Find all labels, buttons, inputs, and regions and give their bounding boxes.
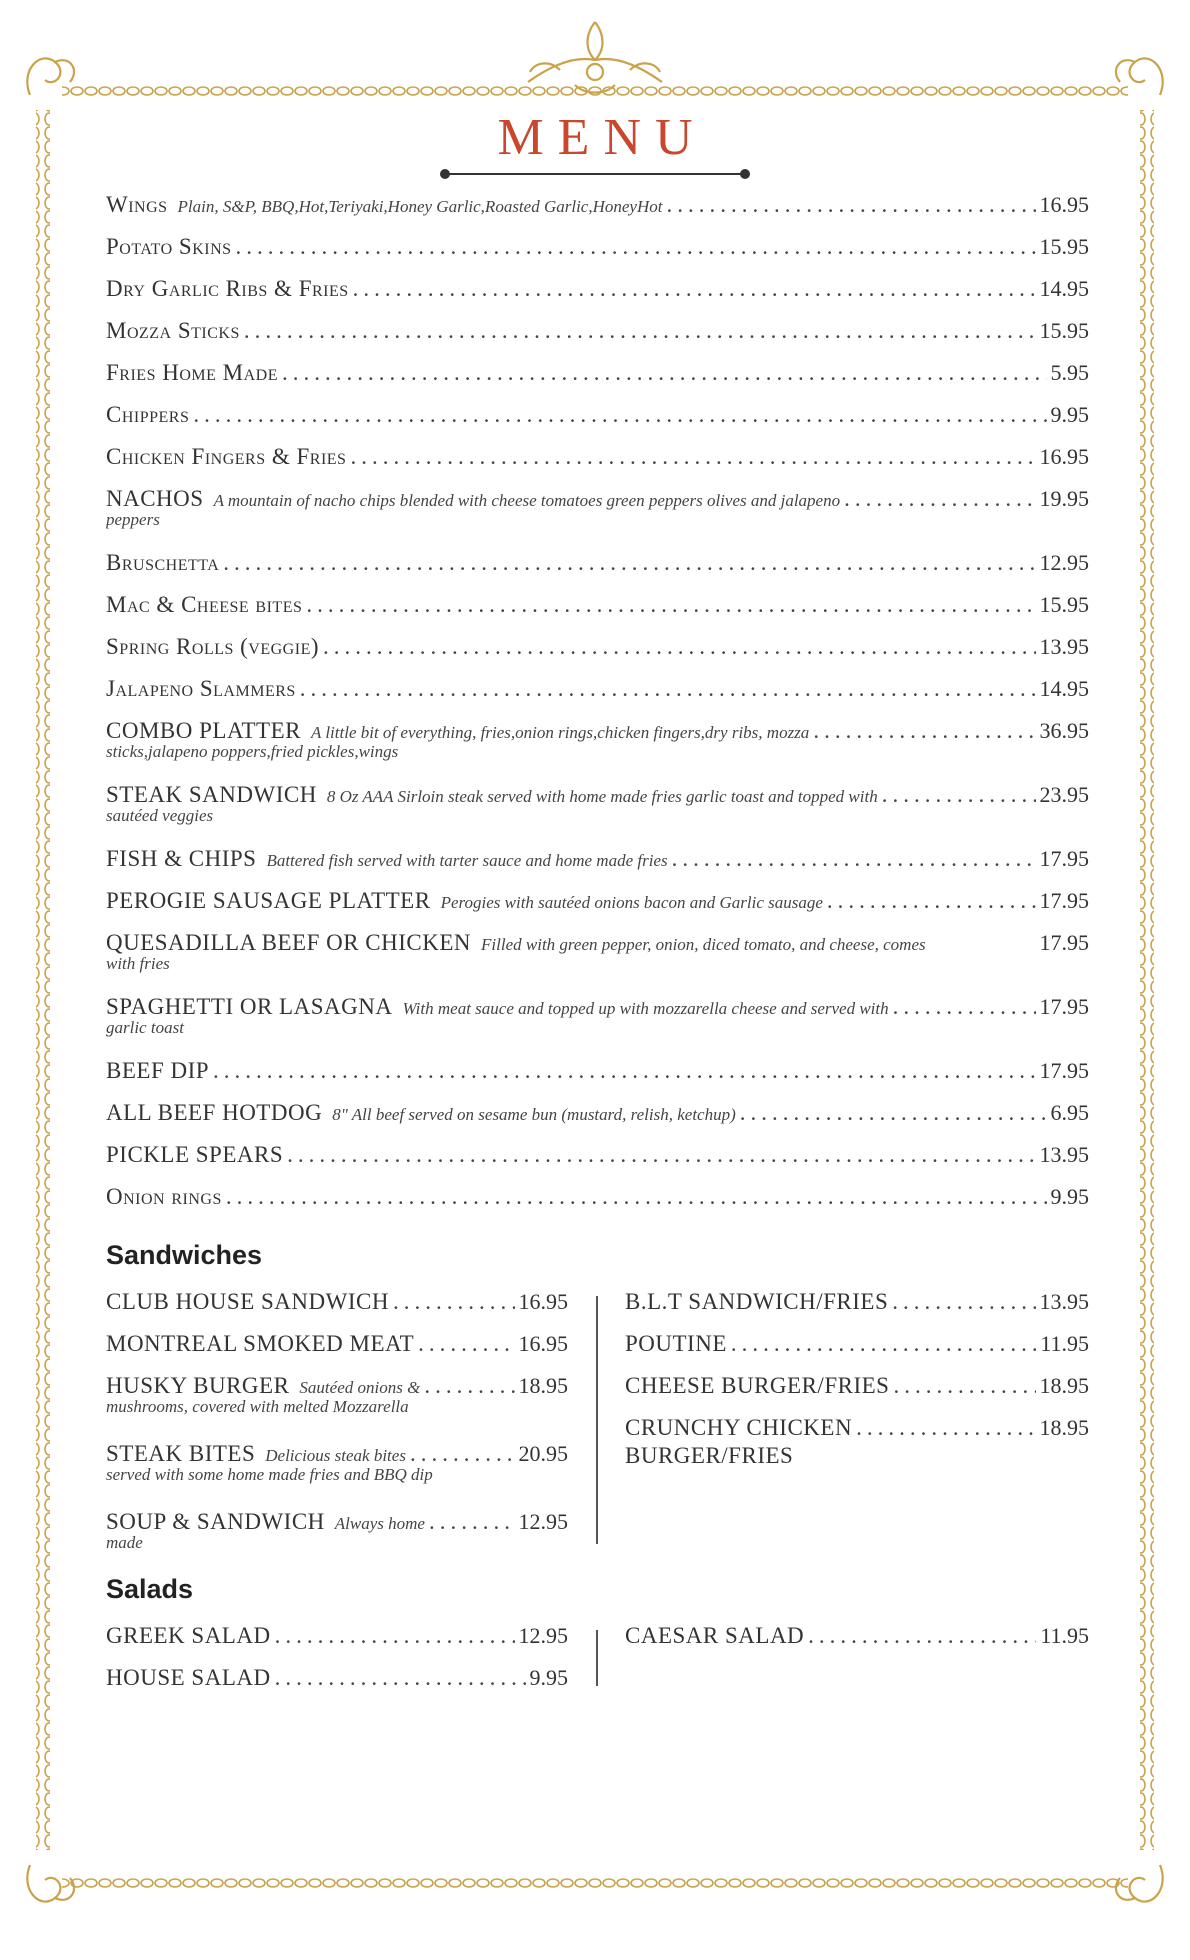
menu-item bbox=[106, 674, 1089, 716]
menu-item bbox=[625, 1329, 1089, 1371]
dot-leader bbox=[808, 1621, 1036, 1651]
menu-item-name: CRUNCHY CHICKEN bbox=[625, 1415, 853, 1440]
menu-item-line bbox=[106, 844, 1089, 876]
menu-item bbox=[625, 1287, 1089, 1329]
menu-item-description: Filled with green pepper, onion, diced tomato, and cheese, comes bbox=[481, 935, 926, 954]
menu-item-lead bbox=[106, 316, 240, 346]
menu-item-description: Sautéed onions & bbox=[299, 1378, 421, 1397]
menu-item-lead bbox=[106, 590, 302, 620]
dot-leader bbox=[893, 1371, 1035, 1401]
menu-item bbox=[625, 1413, 1089, 1477]
menu-item-price: 13.95 bbox=[1039, 634, 1089, 659]
menu-item-lead bbox=[106, 1098, 736, 1130]
menu-item-name: Bruschetta bbox=[106, 550, 220, 575]
menu-item-lead bbox=[625, 1287, 888, 1317]
dot-leader bbox=[882, 780, 1036, 810]
menu-item-body bbox=[106, 442, 1089, 472]
salads-heading: Salads bbox=[106, 1574, 194, 1604]
menu-item-line bbox=[106, 1182, 1089, 1212]
dot-leader bbox=[856, 1413, 1035, 1443]
salads-column-divider bbox=[596, 1630, 598, 1686]
menu-item-body bbox=[625, 1287, 1089, 1317]
menu-item-line bbox=[106, 992, 1089, 1024]
menu-item-line bbox=[106, 548, 1089, 578]
menu-item-line bbox=[106, 1287, 568, 1317]
menu-item-line bbox=[106, 484, 1089, 516]
menu-item-body bbox=[625, 1371, 1089, 1401]
menu-item-body bbox=[106, 1371, 568, 1417]
menu-item-body bbox=[106, 274, 1089, 304]
menu-item-line bbox=[625, 1287, 1089, 1317]
menu-item-body bbox=[106, 886, 1089, 918]
menu-item-name: HUSKY BURGER bbox=[106, 1373, 290, 1398]
dot-leader bbox=[236, 232, 1036, 262]
menu-item-lead bbox=[106, 1182, 222, 1212]
menu-item-price: 14.95 bbox=[1039, 676, 1089, 701]
menu-item-line bbox=[625, 1621, 1089, 1651]
dot-leader bbox=[731, 1329, 1036, 1359]
dot-leader bbox=[213, 1056, 1035, 1086]
menu-item bbox=[625, 1621, 1089, 1663]
menu-item-lead bbox=[106, 674, 296, 704]
menu-item bbox=[106, 484, 1089, 548]
menu-item-name: Dry Garlic Ribs & Fries bbox=[106, 276, 349, 301]
menu-item-name: STEAK BITES bbox=[106, 1441, 256, 1466]
menu-item-price: 15.95 bbox=[1039, 234, 1089, 259]
menu-item-description-continued: garlic toast bbox=[106, 1018, 184, 1037]
dot-leader bbox=[353, 274, 1036, 304]
menu-item bbox=[106, 1182, 1089, 1224]
dot-leader bbox=[893, 992, 1036, 1022]
menu-item-price: 23.95 bbox=[1039, 782, 1089, 807]
menu-item-description: Battered fish served with tarter sauce and home made fries bbox=[266, 851, 668, 870]
menu-item-lead bbox=[106, 1621, 271, 1651]
menu-item-price: 6.95 bbox=[1050, 1100, 1089, 1125]
menu-item-price: 15.95 bbox=[1039, 592, 1089, 617]
menu-item-price: 20.95 bbox=[518, 1441, 568, 1466]
menu-item-line bbox=[106, 190, 1089, 222]
menu-item-body bbox=[106, 548, 1089, 578]
menu-item-lead bbox=[106, 1663, 271, 1693]
menu-item-body bbox=[106, 400, 1089, 430]
salads-left-column bbox=[106, 1621, 568, 1705]
menu-item-price: 13.95 bbox=[1039, 1142, 1089, 1167]
menu-item-lead bbox=[106, 780, 878, 812]
menu-item-line bbox=[106, 1056, 1089, 1086]
menu-item-body bbox=[625, 1329, 1089, 1359]
menu-item-lead bbox=[625, 1621, 804, 1651]
menu-item-body bbox=[106, 190, 1089, 222]
menu-item-price: 12.95 bbox=[518, 1623, 568, 1648]
menu-item bbox=[106, 190, 1089, 232]
menu-item-name: CHEESE BURGER/FRIES bbox=[625, 1373, 890, 1398]
menu-item-name: Chicken Fingers & Fries bbox=[106, 444, 347, 469]
dot-leader bbox=[275, 1621, 515, 1651]
menu-item-name: Spring Rolls (veggie) bbox=[106, 634, 319, 659]
menu-item-lead bbox=[106, 484, 840, 516]
menu-item-price: 9.95 bbox=[529, 1665, 568, 1690]
dot-leader bbox=[323, 632, 1036, 662]
dot-leader bbox=[306, 590, 1035, 620]
menu-item-line bbox=[106, 780, 1089, 812]
dot-leader bbox=[666, 190, 1035, 220]
menu-item-body bbox=[106, 632, 1089, 662]
menu-item-price: 17.95 bbox=[1039, 1058, 1089, 1083]
menu-item-name: Mozza Sticks bbox=[106, 318, 240, 343]
menu-item bbox=[106, 232, 1089, 274]
menu-item-name: Onion rings bbox=[106, 1184, 222, 1209]
menu-item-body bbox=[106, 1056, 1089, 1086]
menu-item-body bbox=[106, 316, 1089, 346]
menu-item-description: Plain, S&P, BBQ,Hot,Teriyaki,Honey Garlic,Roasted Garlic,HoneyHot bbox=[177, 197, 663, 216]
dot-leader bbox=[429, 1507, 515, 1537]
dot-leader bbox=[193, 400, 1046, 430]
menu-item-lead bbox=[106, 274, 349, 304]
dot-leader bbox=[892, 1287, 1035, 1317]
menu-item bbox=[106, 1287, 568, 1329]
menu-item-lead bbox=[106, 1329, 414, 1359]
menu-item-name: PICKLE SPEARS bbox=[106, 1142, 284, 1167]
menu-item-name: MONTREAL SMOKED MEAT bbox=[106, 1331, 415, 1356]
menu-item-name: Wings bbox=[106, 192, 168, 217]
dot-leader bbox=[223, 548, 1035, 578]
menu-item-description: 8 Oz AAA Sirloin steak served with home made fries garlic toast and topped with bbox=[326, 787, 878, 806]
sandwiches-left-column bbox=[106, 1287, 568, 1575]
menu-item-lead bbox=[106, 992, 889, 1024]
menu-item-price: 11.95 bbox=[1040, 1623, 1089, 1648]
menu-item-description-continued: peppers bbox=[106, 510, 160, 529]
menu-item bbox=[106, 1098, 1089, 1140]
menu-item-price: 12.95 bbox=[1039, 550, 1089, 575]
menu-item bbox=[106, 632, 1089, 674]
menu-item bbox=[106, 590, 1089, 632]
menu-item-lead bbox=[625, 1413, 852, 1443]
menu-item-name: STEAK SANDWICH bbox=[106, 782, 317, 807]
dot-leader bbox=[287, 1140, 1035, 1170]
menu-item-body bbox=[106, 928, 1089, 974]
menu-item-description-continued: sticks,jalapeno poppers,fried pickles,wings bbox=[106, 742, 399, 761]
menu-item-line bbox=[625, 1371, 1089, 1401]
menu-item-price: 36.95 bbox=[1039, 718, 1089, 743]
menu-item-body bbox=[106, 780, 1089, 826]
menu-item-lead bbox=[106, 358, 278, 388]
menu-item-lead bbox=[106, 1140, 283, 1170]
menu-item-line bbox=[106, 1140, 1089, 1170]
menu-item-price: 15.95 bbox=[1039, 318, 1089, 343]
menu-item-price: 18.95 bbox=[518, 1373, 568, 1398]
menu-item-price: 17.95 bbox=[1039, 888, 1089, 913]
menu-item-lead bbox=[106, 886, 823, 918]
menu-item-description-continued: served with some home made fries and BBQ dip bbox=[106, 1465, 433, 1484]
dot-leader bbox=[827, 886, 1036, 916]
menu-item-lead bbox=[106, 1056, 209, 1086]
menu-item bbox=[106, 1507, 568, 1575]
menu-item-line bbox=[625, 1413, 1089, 1443]
menu-item-body bbox=[106, 674, 1089, 704]
menu-item bbox=[106, 400, 1089, 442]
menu-item-description-continued: with fries bbox=[106, 954, 170, 973]
menu-item-body bbox=[106, 358, 1089, 388]
menu-item-lead bbox=[106, 844, 668, 876]
menu-item-price: 11.95 bbox=[1040, 1331, 1089, 1356]
menu-item-line bbox=[106, 400, 1089, 430]
menu-item-body bbox=[106, 590, 1089, 620]
menu-item-description: With meat sauce and topped up with mozzarella cheese and served with bbox=[402, 999, 889, 1018]
dot-leader bbox=[424, 1371, 514, 1401]
menu-item-body bbox=[106, 1287, 568, 1317]
menu-item-name: Fries Home Made bbox=[106, 360, 278, 385]
menu-item bbox=[625, 1371, 1089, 1413]
menu-item-lead bbox=[625, 1371, 889, 1401]
dot-leader bbox=[244, 316, 1036, 346]
menu-item-lead bbox=[106, 232, 232, 262]
menu-item-name: BEEF DIP bbox=[106, 1058, 210, 1083]
menu-item-line bbox=[106, 358, 1089, 388]
menu-item-body bbox=[106, 1663, 568, 1693]
menu-item-line bbox=[106, 316, 1089, 346]
menu-item-name: HOUSE SALAD bbox=[106, 1665, 271, 1690]
menu-item-price: 17.95 bbox=[1039, 846, 1089, 871]
dot-leader bbox=[275, 1663, 526, 1693]
menu-item-name: ALL BEEF HOTDOG bbox=[106, 1100, 323, 1125]
menu-item bbox=[106, 274, 1089, 316]
sandwiches-heading: Sandwiches bbox=[106, 1240, 263, 1270]
menu-item-body bbox=[625, 1413, 1089, 1471]
menu-item-body bbox=[106, 1140, 1089, 1170]
title-divider bbox=[445, 173, 745, 175]
menu-item bbox=[106, 1056, 1089, 1098]
menu-item-line bbox=[106, 442, 1089, 472]
dot-leader bbox=[672, 844, 1036, 874]
menu-item-description: 8" All beef served on sesame bun (mustard, relish, ketchup) bbox=[332, 1105, 736, 1124]
menu-item-body bbox=[106, 844, 1089, 876]
menu-item-name: FISH & CHIPS bbox=[106, 846, 257, 871]
menu-item-name: COMBO PLATTER bbox=[106, 718, 301, 743]
menu-item bbox=[106, 780, 1089, 844]
menu-item bbox=[106, 886, 1089, 928]
menu-item-price: 17.95 bbox=[1039, 930, 1089, 955]
menu-item bbox=[106, 1371, 568, 1439]
menu-item-name: SOUP & SANDWICH bbox=[106, 1509, 325, 1534]
menu-item-body bbox=[106, 1621, 568, 1651]
menu-item-body bbox=[106, 1507, 568, 1553]
menu-item-body bbox=[625, 1621, 1089, 1651]
menu-item-line bbox=[106, 1098, 1089, 1130]
menu-item bbox=[106, 316, 1089, 358]
menu-item-name: Mac & Cheese bites bbox=[106, 592, 303, 617]
menu-item-line bbox=[106, 1663, 568, 1693]
menu-item-name: POUTINE bbox=[625, 1331, 727, 1356]
menu-item bbox=[106, 1140, 1089, 1182]
menu-item-name: NACHOS bbox=[106, 486, 204, 511]
menu-item-price: 14.95 bbox=[1039, 276, 1089, 301]
menu-item-price: 16.95 bbox=[1039, 192, 1089, 217]
menu-item-description: A mountain of nacho chips blended with cheese tomatoes green peppers olives and jalapeno bbox=[213, 491, 841, 510]
menu-item-price: 17.95 bbox=[1039, 994, 1089, 1019]
menu-item-lead bbox=[106, 1287, 389, 1317]
menu-item-lead bbox=[106, 632, 319, 662]
menu-item-body bbox=[106, 232, 1089, 262]
dot-leader bbox=[740, 1098, 1047, 1128]
menu-item bbox=[106, 1439, 568, 1507]
menu-item-body bbox=[106, 716, 1089, 762]
menu-item-price: 5.95 bbox=[1050, 360, 1089, 385]
dot-leader bbox=[393, 1287, 515, 1317]
menu-item bbox=[106, 1621, 568, 1663]
menu-item-lead bbox=[625, 1329, 727, 1359]
dot-leader bbox=[226, 1182, 1047, 1212]
menu-item-description: Always home bbox=[334, 1514, 425, 1533]
main-menu-list bbox=[106, 190, 1089, 1224]
dot-leader bbox=[282, 358, 1047, 388]
sandwiches-column-divider bbox=[596, 1296, 598, 1544]
menu-item-price: 13.95 bbox=[1039, 1289, 1089, 1314]
menu-item-name: CLUB HOUSE SANDWICH bbox=[106, 1289, 389, 1314]
dot-leader bbox=[844, 484, 1035, 514]
menu-item-body bbox=[106, 1182, 1089, 1212]
menu-item-name: QUESADILLA BEEF OR CHICKEN bbox=[106, 930, 472, 955]
menu-item-body bbox=[106, 1439, 568, 1485]
menu-title: MENU bbox=[497, 109, 707, 166]
menu-item-name: GREEK SALAD bbox=[106, 1623, 271, 1648]
menu-item-line bbox=[106, 590, 1089, 620]
menu-item-price: 16.95 bbox=[518, 1289, 568, 1314]
menu-item bbox=[106, 1663, 568, 1705]
menu-item bbox=[106, 442, 1089, 484]
menu-item bbox=[106, 992, 1089, 1056]
menu-item bbox=[106, 928, 1089, 992]
menu-item-price: 18.95 bbox=[1039, 1373, 1089, 1398]
dot-leader bbox=[813, 716, 1035, 746]
menu-item-price: 12.95 bbox=[518, 1509, 568, 1534]
dot-leader bbox=[300, 674, 1036, 704]
menu-item bbox=[106, 844, 1089, 886]
menu-item-body bbox=[106, 1329, 568, 1359]
menu-item-price: 16.95 bbox=[518, 1331, 568, 1356]
menu-item-price: 18.95 bbox=[1039, 1415, 1089, 1440]
menu-item-description: A little bit of everything, fries,onion rings,chicken fingers,dry ribs, mozza bbox=[311, 723, 810, 742]
menu-item-name-continued: BURGER/FRIES bbox=[625, 1443, 794, 1468]
menu-item-body bbox=[106, 1098, 1089, 1130]
sandwiches-right-column bbox=[625, 1287, 1089, 1477]
menu-item-lead bbox=[106, 442, 346, 472]
menu-item-price: 9.95 bbox=[1050, 402, 1089, 427]
menu-item-line bbox=[106, 1507, 568, 1539]
menu-item-name: Chippers bbox=[106, 402, 190, 427]
menu-item-description: Delicious steak bites bbox=[265, 1446, 406, 1465]
menu-item-name: Potato Skins bbox=[106, 234, 232, 259]
menu-item bbox=[106, 548, 1089, 590]
menu-item-name: B.L.T SANDWICH/FRIES bbox=[625, 1289, 889, 1314]
menu-item-line bbox=[106, 886, 1089, 918]
menu-item-price: 9.95 bbox=[1050, 1184, 1089, 1209]
menu-item-lead bbox=[106, 400, 189, 430]
menu-item-line bbox=[625, 1329, 1089, 1359]
menu-item-line bbox=[106, 1621, 568, 1651]
menu-item-description: Perogies with sautéed onions bacon and Garlic sausage bbox=[440, 893, 823, 912]
menu-item bbox=[106, 358, 1089, 400]
menu-item-lead bbox=[106, 1507, 425, 1539]
menu-item bbox=[106, 716, 1089, 780]
menu-item-description-continued: sautéed veggies bbox=[106, 806, 214, 825]
menu-item-line bbox=[106, 232, 1089, 262]
menu-item-name: Jalapeno Slammers bbox=[106, 676, 296, 701]
menu-item-price: 19.95 bbox=[1039, 486, 1089, 511]
menu-item-description-continued: made bbox=[106, 1533, 143, 1552]
menu-item bbox=[106, 1329, 568, 1371]
menu-item-price: 16.95 bbox=[1039, 444, 1089, 469]
menu-item-name: CAESAR SALAD bbox=[625, 1623, 805, 1648]
menu-item-body bbox=[106, 484, 1089, 530]
menu-item-lead bbox=[106, 548, 219, 578]
menu-item-description-continued: mushrooms, covered with melted Mozzarella bbox=[106, 1397, 409, 1416]
menu-item-name: SPAGHETTI OR LASAGNA bbox=[106, 994, 393, 1019]
menu-item-lead bbox=[106, 928, 926, 960]
menu-item-body bbox=[106, 992, 1089, 1038]
menu-item-lead bbox=[106, 190, 662, 222]
menu-item-line bbox=[106, 632, 1089, 662]
dot-leader bbox=[418, 1329, 514, 1359]
menu-item-line bbox=[106, 274, 1089, 304]
salads-right-column bbox=[625, 1621, 1089, 1663]
menu-item-name: PEROGIE SAUSAGE PLATTER bbox=[106, 888, 431, 913]
dot-leader bbox=[350, 442, 1035, 472]
menu-item-line bbox=[106, 674, 1089, 704]
menu-item-line bbox=[106, 1329, 568, 1359]
